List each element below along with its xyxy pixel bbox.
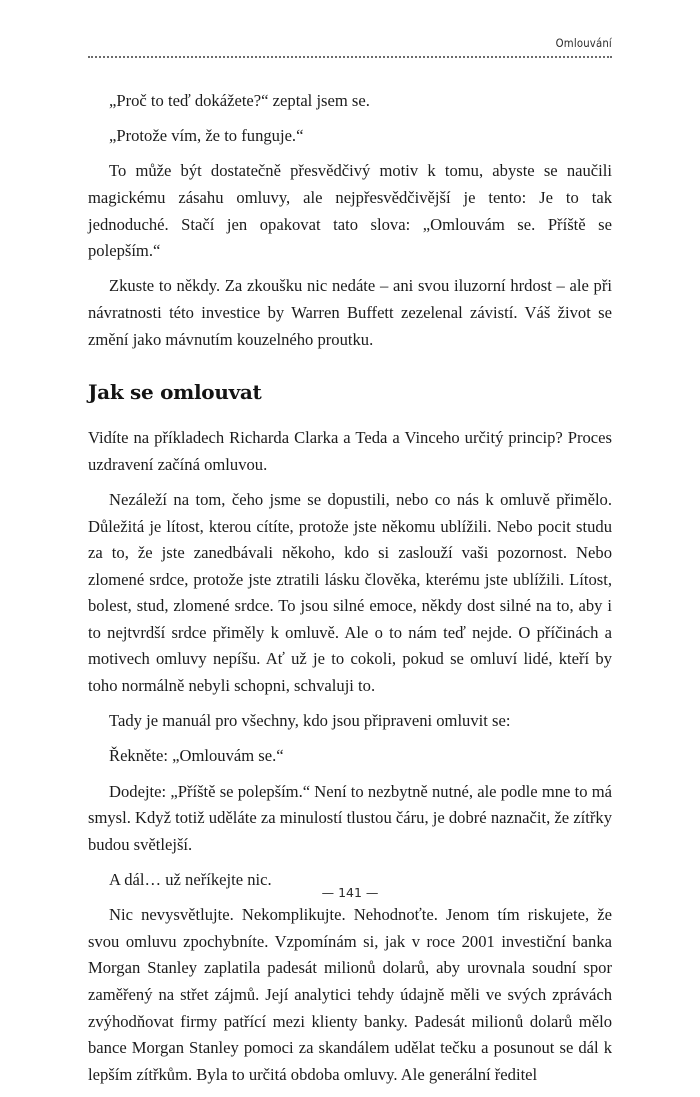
- paragraph: Tady je manuál pro všechny, kdo jsou připraveni omluvit se:: [109, 711, 511, 731]
- page-number: — 141 —: [321, 885, 379, 900]
- paragraph: Nezáleží na tom, čeho jsme se dopustili, nebo co nás k omluvě přimělo. Důležitá je lítost, kterou cítíte, protože jste někomu ublížili. Nebo pocit studu za to, že jste zanedbávali někoho, kdo si zaslouží vaši pozornost. Nebo zlomené srdce, protože jste ztratili lásku člověka, kterému jste ublížili. Lítost, bolest, stud, zlomené srdce. To jsou silné emoce, někdy dost silné na to, aby i to nejtvrdší srdce přiměly k omluvě. Ale o to nám teď nejde. O příčinách a motivech omluvy nepíšu. Ať už je to cokoli, pokud se omluví lidé, kteří by toho normálně nebyli schopni, schvaluji to.: [88, 489, 612, 696]
- paragraph: „Protože vím, že to funguje.“: [109, 126, 304, 146]
- paragraph: Vidíte na příkladech Richarda Clarka a Teda a Vinceho určitý princip? Proces uzdravení začíná omluvou.: [88, 428, 612, 474]
- paragraph: Nic nevysvětlujte. Nekomplikujte. Nehodnoťte. Jenom tím riskujete, že svou omluvu zpochybníte. Vzpomínám si, jak v roce 2001 investiční banka Morgan Stanley zaplatila padesát milionů dolarů, aby urovnala soudní spor zaměřený na střet zájmů. Její analytici tehdy údajně měli ve svých zprávách zvýhodňovat firmy patřící mezi klienty banky. Padesát milionů dolarů mělo bance Morgan Stanley pomoci za skandálem udělat tečku a posunout se dál k lepším zítřkům. Byla to určitá obdoba omluvy. Ale generální ředitel: [88, 905, 612, 1084]
- section-heading: Jak se omlouvat: [88, 380, 262, 405]
- body-text: [88, 88, 612, 1097]
- running-head: [88, 36, 612, 58]
- chapter-title: Omlouvání: [555, 36, 612, 50]
- dotted-rule-divider: [88, 56, 612, 58]
- paragraph: A dál… už neříkejte nic.: [109, 870, 272, 889]
- paragraph: Zkuste to někdy. Za zkoušku nic nedáte – ani svou iluzorní hrdost – ale při návratnosti této investice by Warren Buffett zezelenal závistí. Váš život se změní jako mávnutím kouzelného proutku.: [88, 276, 612, 349]
- paragraph: To může být dostatečně přesvědčivý motiv k tomu, abyste se naučili magickému zásahu omluvy, ale nejpřesvědčivější je tento: Je to tak jednoduché. Stačí jen opakovat tato slova: „Omlouvám se. Příště se polepším.“: [88, 161, 612, 261]
- paragraph: Řekněte: „Omlouvám se.“: [109, 746, 284, 766]
- book-page: [88, 0, 612, 1084]
- paragraph: Dodejte: „Příště se polepším.“ Není to nezbytně nutné, ale podle mne to má smysl. Když totiž uděláte za minulostí tlustou čáru, je dobré naznačit, že zítřky budou světlejší.: [88, 781, 612, 854]
- paragraph: „Proč to teď dokážete?“ zeptal jsem se.: [109, 91, 370, 110]
